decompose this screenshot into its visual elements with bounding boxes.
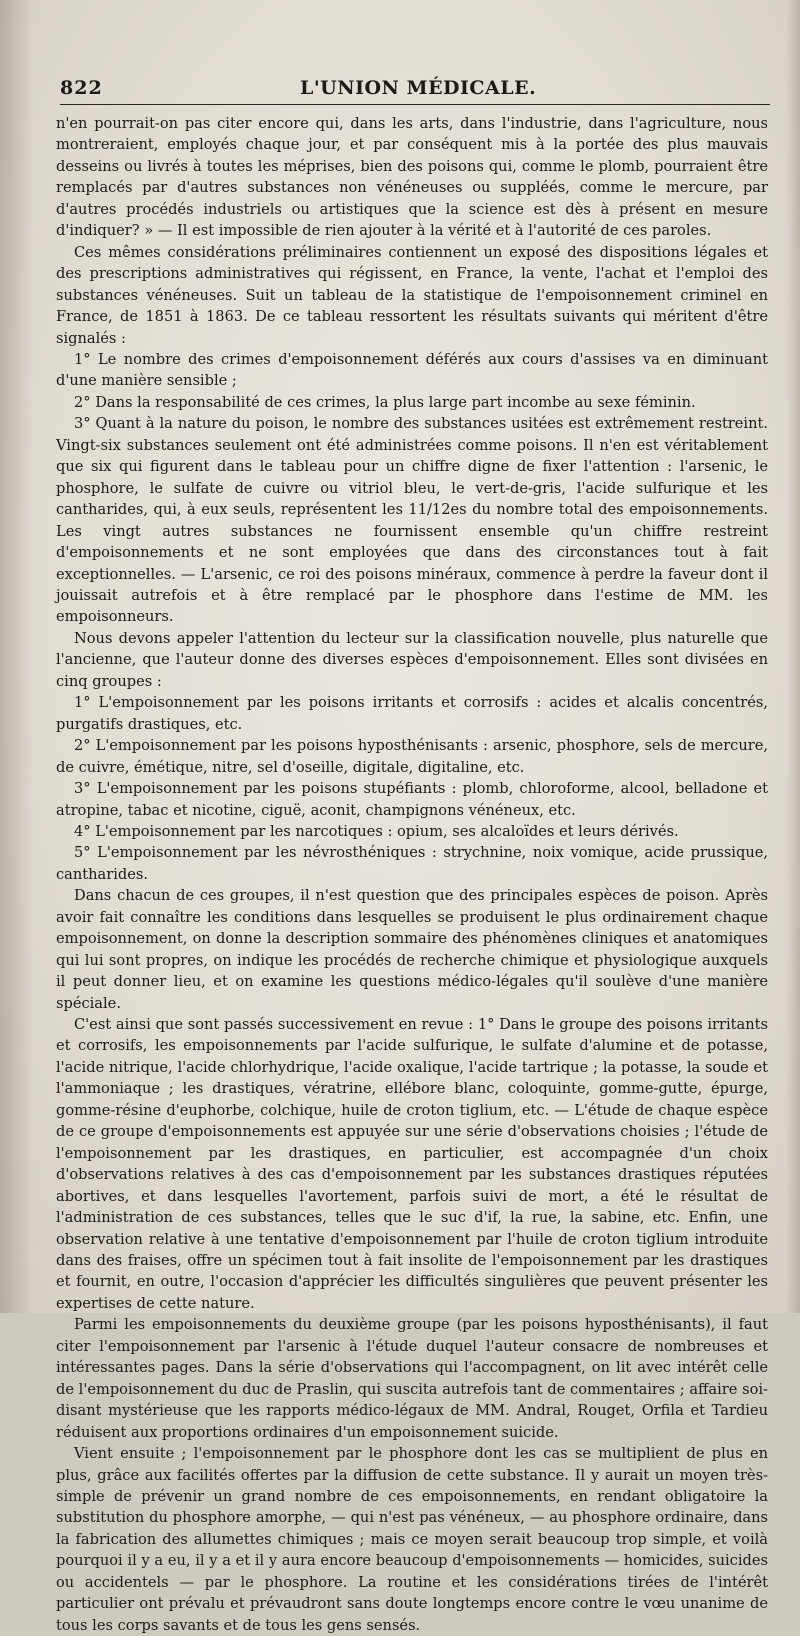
running-title: L'UNION MÉDICALE. — [300, 77, 537, 99]
group-item-3: 3° L'empoisonnement par les poisons stupéfiants : plomb, chloroforme, alcool, belladone et atropine, tabac et nicotine, ciguë, aconit, champignons vénéneux, etc. — [56, 780, 768, 819]
paragraph-review: C'est ainsi que sont passés successivement en revue : 1° Dans le groupe des poisons irritants et corrosifs, les empoisonnements par l'acide sulfurique, le sulfate d'alumine et de potasse, l'acide nitrique, l'acide chlorhydrique, l'acide oxalique, l'acide tartrique ; la potasse, la soude et l'ammoniaque ; les drastiques, vératrine, ellébore blanc, coloquinte, gomme-gutte, épurge, gomme-résine d'euphorbe, colchique, huile de croton tiglium, etc. — L'étude de chaque espèce de ce groupe d'empoisonnements est appuyée sur une série d'observations choisies ; l'étude de l'empoisonnement par les drastiques, en particulier, est accompagnée d'un choix d'observations relatives à des cas d'empoisonnement par les substances drastiques réputées abortives, et dans lesquelles l'avortement, parfois suivi de mort, a été le résultat de l'administration de ces substances, telles que le suc d'if, la rue, la sabine, etc. Enfin, une observation relative à une tentative d'empoisonnement par l'huile de croton tiglium introduite dans des fraises, offre un spécimen tout à fait insolite de l'empoisonnement par les drastiques et fournit, en outre, l'occasion d'apprécier les difficultés singulières que peuvent présenter les expertises de cette nature. — [56, 1016, 768, 1312]
paragraph-phosphore: Vient ensuite ; l'empoisonnement par le phosphore dont les cas se multiplient de plus en plus, grâce aux facilités offertes par la diffusion de cette substance. Il y aurait un moyen très-simple de prévenir un grand nombre de ces empoisonnements, en rendant obligatoire la substitution du phosphore amorphe, — qui n'est pas vénéneux, — au phosphore ordinaire, dans la fabrication des allumettes chimiques ; mais ce moyen serait beaucoup trop simple, et voilà pourquoi il y a eu, il y a et il y aura encore beaucoup d'empoisonnements — homicides, suicides ou accidentels — par le phosphore. La routine et les considérations tirées de l'intérêt particulier ont prévalu et prévaudront sans doute longtemps encore contre le vœu unanime de tous les corps savants et de tous les gens sensés. — [56, 1445, 768, 1634]
page-number: 822 — [60, 77, 103, 99]
group-item-1: 1° L'empoisonnement par les poisons irritants et corrosifs : acides et alcalis concentrés, purgatifs drastiques, etc. — [56, 694, 768, 733]
page-gutter-shadow — [0, 0, 34, 1313]
page-header — [60, 77, 770, 103]
result-item-3: 3° Quant à la nature du poison, le nombre des substances usitées est extrêmement restreint. Vingt-six substances seulement ont été administrées comme poisons. Il n'en est véritablement que six qui figurent dans le tableau pour un chiffre digne de fixer l'attention : l'arsenic, le phosphore, le sulfate de cuivre ou vitriol bleu, le vert-de-gris, l'acide sulfurique et les cantharides, qui, à eux seuls, représentent les 11/12es du nombre total des empoisonnements. Les vingt autres substances ne fournissent ensemble qu'un chiffre restreint d'empoisonnements et ne sont employées que dans des circonstances tout à fait exceptionnelles. — L'arsenic, ce roi des poisons minéraux, commence à perdre la faveur dont il jouissait autrefois et à être remplacé par le phosphore dans l'estime de MM. les empoisonneurs. — [56, 415, 768, 626]
result-item-2: 2° Dans la responsabilité de ces crimes, la plus large part incombe au sexe féminin. — [74, 393, 696, 411]
group-item-5: 5° L'empoisonnement par les névrosthéniques : strychnine, noix vomique, acide prussique, cantharides. — [56, 844, 768, 883]
page-edge-shadow — [786, 0, 800, 1313]
paragraph-considerations: Ces mêmes considérations préliminaires contiennent un exposé des dispositions légales et des prescriptions administratives qui régissent, en France, la vente, l'achat et l'emploi des substances vénéneuses. Suit un tableau de la statistique de l'empoisonnement criminel en France, de 1851 à 1863. De ce tableau ressortent les résultats suivants qui méritent d'être signalés : — [56, 243, 768, 347]
group-item-2: 2° L'empoisonnement par les poisons hyposthénisants : arsenic, phosphore, sels de mercure, de cuivre, émétique, nitre, sel d'oseille, digitale, digitaline, etc. — [56, 737, 768, 776]
header-rule — [60, 104, 770, 105]
body-text — [56, 113, 768, 1636]
paragraph-arsenic: Parmi les empoisonnements du deuxième groupe (par les poisons hyposthénisants), il faut citer l'empoisonnement par l'arsenic à l'étude duquel l'auteur consacre de nombreuses et intéressantes pages. Dans la série d'observations qui l'accompagnent, on lit avec intérêt celle de l'empoisonnement du duc de Praslin, qui suscita autrefois tant de commentaires ; affaire soi-disant mystérieuse que les rapports médico-légaux de MM. Andral, Rouget, Orfila et Tardieu réduisent aux proportions ordinaires d'un empoisonnement suicide. — [56, 1316, 768, 1441]
group-item-4: 4° L'empoisonnement par les narcotiques : opium, ses alcaloïdes et leurs dérivés. — [74, 822, 679, 840]
paragraph-continuation: n'en pourrait-on pas citer encore qui, dans les arts, dans l'industrie, dans l'agriculture, nous montreraient, employés chaque jour, et par conséquent mis à la portée des plus mauvais desseins ou livrés à toutes les méprises, bien des poisons qui, comme le plomb, pourraient être remplacés par d'autres substances non vénéneuses ou suppléés, comme le mercure, par d'autres procédés industriels ou artistiques que la science est dès à présent en mesure d'indiquer? » — Il est impossible de rien ajouter à la vérité et à l'autorité de ces paroles. — [56, 115, 768, 240]
paragraph-groups: Dans chacun de ces groupes, il n'est question que des principales espèces de poison. Après avoir fait connaître les conditions dans lesquelles se produisent le plus ordinairement chaque empoisonnement, on donne la description sommaire des phénomènes cliniques et anatomiques qui lui sont propres, on indique les procédés de recherche chimique et physiologique auxquels il peut donner lieu, et on examine les questions médico-légales qu'il soulève d'une manière spéciale. — [56, 887, 768, 1012]
result-item-1: 1° Le nombre des crimes d'empoisonnement déférés aux cours d'assises va en diminuant d'une manière sensible ; — [56, 350, 768, 390]
paragraph-classification: Nous devons appeler l'attention du lecteur sur la classification nouvelle, plus naturelle que l'ancienne, que l'auteur donne des diverses espèces d'empoisonnement. Elles sont divisées en cinq groupes : — [56, 629, 768, 690]
